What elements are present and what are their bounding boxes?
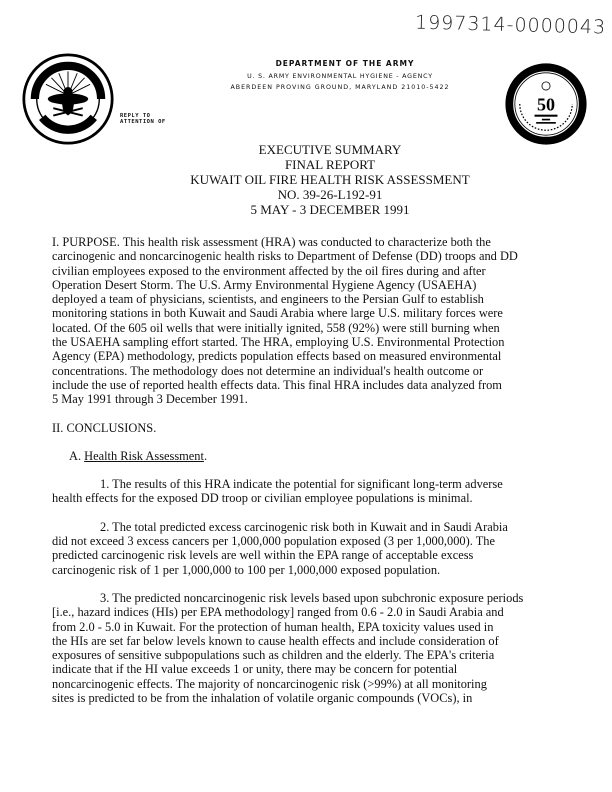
letterhead-address: ABERDEEN PROVING GROUND, MARYLAND 21010-5422 — [230, 84, 450, 91]
text-line: 5 May 1991 through 3 December 1991. — [52, 392, 248, 407]
text-line: deployed a team of physicians, scientists, and engineers to the Persian Gulf to establish — [52, 292, 484, 307]
item-first-line: 2. The total predicted excess carcinogenic risk both in Kuwait and in Saudi Arabia — [100, 519, 508, 534]
dod-seal-icon — [22, 53, 114, 145]
text-line: civilian employees exposed to the environment affected by the oil fires during and after — [52, 263, 486, 278]
reply-to-line: REPLY TO — [120, 113, 151, 119]
text-line: include the use of reported health effects data. This final HRA includes data analyzed from — [52, 377, 502, 392]
text-line: located. Of the 605 oil wells that were initially ignited, 558 (92%) were still burning when — [52, 320, 500, 335]
text-line — [52, 520, 572, 534]
reply-to-label — [120, 113, 166, 125]
title-assessment-name: KUWAIT OIL FIRE HEALTH RISK ASSESSMENT — [190, 172, 470, 187]
item-first-line: 1. The results of this HRA indicate the potential for significant long-term adverse — [100, 477, 503, 492]
letterhead — [180, 57, 500, 93]
conclusion-item-1 — [52, 477, 572, 506]
subsection-letter: A. — [69, 448, 85, 463]
conclusion-item-3 — [52, 591, 572, 705]
text-line: indicate that if the HI value exceeds 1 or unity, there may be concern for potential — [52, 662, 458, 677]
subsection-heading — [52, 449, 572, 463]
title-final-report: FINAL REPORT — [284, 157, 376, 172]
text-line: health effects for the exposed DD troop or civilian employee populations is minimal. — [52, 491, 473, 506]
title-executive-summary: EXECUTIVE SUMMARY — [258, 142, 402, 157]
text-line: predicted carcinogenic risk levels are well within the EPA range of acceptable excess — [52, 548, 474, 563]
letterhead-agency: U. S. ARMY ENVIRONMENTAL HYGIENE - AGENCY — [247, 73, 433, 80]
text-line: I. PURPOSE. This health risk assessment (HRA) was conducted to characterize both the — [52, 235, 491, 249]
text-line: from 2.0 - 5.0 in Kuwait. For the protection of human health, EPA toxicity values used in — [52, 619, 494, 634]
text-line — [52, 477, 572, 491]
text-line: Agency (EPA) methodology, predicts population effects based on measured environmental — [52, 349, 502, 364]
text-line: [i.e., hazard indices (HIs) per EPA methodology] ranged from 0.6 - 2.0 in Saudi Arabia and — [52, 605, 504, 620]
text-line: the HIs are set far below levels known to cause health effects and include consideration of — [52, 633, 499, 648]
document-id-handwritten: 1997314-0000043 — [414, 11, 607, 39]
conclusion-item-2 — [52, 520, 572, 577]
purpose-section — [52, 235, 572, 407]
text-line: noncarcinogenic effects. The majority of noncarcinogenic risk (>99%) at all monitoring — [52, 676, 487, 691]
text-line: did not exceed 3 excess cancers per 1,000,000 population exposed (3 per 1,000,000). The — [52, 534, 495, 549]
text-line — [52, 591, 572, 605]
subsection-title: Health Risk Assessment — [84, 448, 204, 463]
text-line: carcinogenic risk of 1 per 1,000,000 to 100 per 1,000,000 exposed population. — [52, 562, 441, 577]
title-date-range: 5 MAY - 3 DECEMBER 1991 — [250, 202, 410, 217]
item-first-line: 3. The predicted noncarcinogenic risk levels based upon subchronic exposure periods — [100, 590, 524, 605]
text-line: exposures of sensitive subpopulations such as children and the elderly. The EPA's criteria — [52, 648, 495, 663]
text-line: carcinogenic and noncarcinogenic health risks to Department of Defense (DD) troops and DD — [52, 249, 518, 264]
subsection-period: . — [203, 448, 208, 463]
svg-text:50: 50 — [536, 94, 556, 115]
text-line: sites is predicted to be from the inhalation of volatile organic compounds (VOCs), in — [52, 691, 473, 706]
conclusions-heading: II. CONCLUSIONS. — [52, 420, 157, 435]
text-line: the USAEHA sampling effort started. The HRA, employing U.S. Environmental Protection — [52, 335, 505, 350]
text-line: Operation Desert Storm. The U.S. Army Environmental Hygiene Agency (USAEHA) — [52, 277, 477, 292]
title-report-number: NO. 39-26-L192-91 — [277, 187, 383, 202]
document-body — [52, 235, 572, 705]
letterhead-department: DEPARTMENT OF THE ARMY — [275, 59, 415, 68]
attention-of-line: ATTENTION OF — [120, 119, 166, 125]
report-title — [150, 142, 510, 217]
wwii-anniversary-seal-icon — [505, 63, 587, 145]
text-line: monitoring stations in both Kuwait and Saudi Arabia where large U.S. military forces were — [52, 306, 503, 321]
text-line: concentrations. The methodology does not determine an individual's health outcome or — [52, 363, 484, 378]
